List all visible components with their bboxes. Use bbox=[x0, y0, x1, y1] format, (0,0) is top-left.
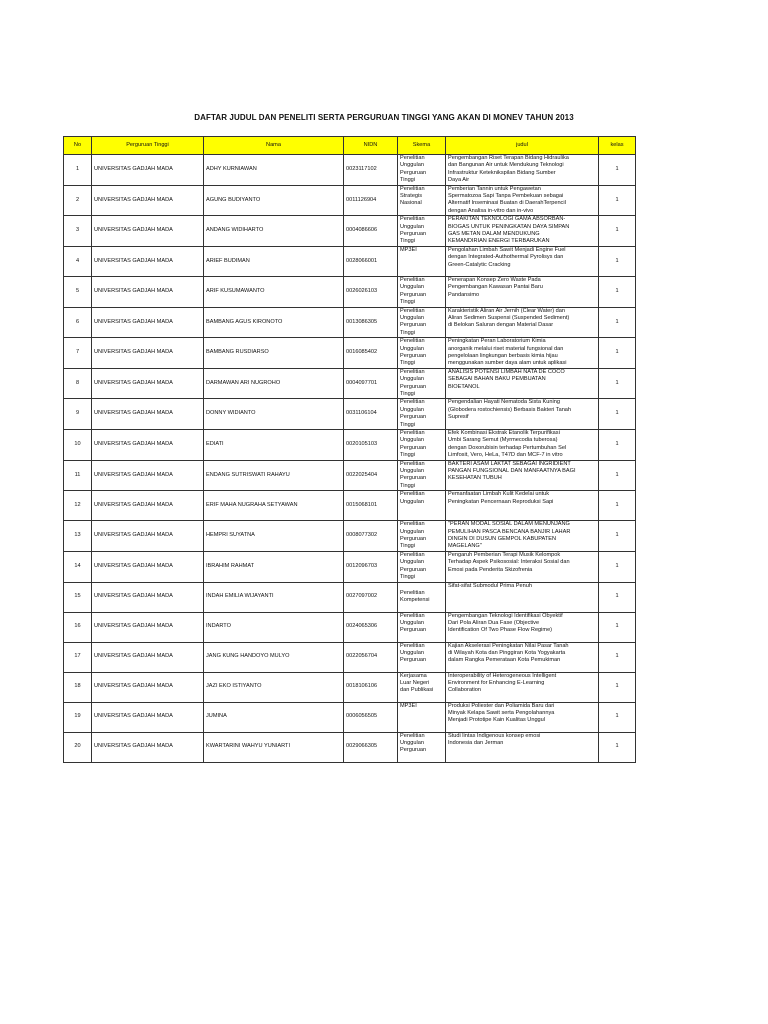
cell-nidn: 0023117102 bbox=[344, 155, 398, 186]
cell-nidn: 0026026103 bbox=[344, 276, 398, 307]
header-skema: Skema bbox=[398, 137, 446, 155]
cell-judul: Pengembangan Riset Terapan Bidang Hidraulika dan Bangunan Air untuk Mendukung Teknologi Infrastruktur Keteknikspilan Bidang Sumber Daya Air bbox=[446, 155, 599, 186]
cell-perguruan-tinggi: UNIVERSITAS GADJAH MADA bbox=[92, 672, 204, 702]
cell-skema: Penelitian Unggulan Perguruan Tinggi bbox=[398, 338, 446, 369]
cell-judul: Penerapan Konsep Zero Waste Pada Pengembangan Kawasan Pantai Baru Pandansimo bbox=[446, 276, 599, 307]
table-row bbox=[64, 307, 636, 338]
cell-nidn: 0008077302 bbox=[344, 521, 398, 552]
cell-nama: HEMPRI SUYATNA bbox=[204, 521, 344, 552]
cell-kelas: 1 bbox=[599, 338, 636, 369]
cell-skema: Kerjasama Luar Negeri dan Publikasi bbox=[398, 672, 446, 702]
cell-nama: ERIF MAHA NUGRAHA SETYAWAN bbox=[204, 491, 344, 521]
cell-kelas: 1 bbox=[599, 155, 636, 186]
cell-kelas: 1 bbox=[599, 672, 636, 702]
header-kelas: kelas bbox=[599, 137, 636, 155]
table-row bbox=[64, 338, 636, 369]
cell-no: 2 bbox=[64, 185, 92, 216]
cell-judul: Pengolahan Limbah Sawit Menjadi Engine Fuel dengan Integrated-Authothermal Pyrolisys dan Green-Catalytic Cracking bbox=[446, 246, 599, 276]
cell-judul: Efek Kombinasi Ekstrak Etanolik Terpurifikasi Umbi Sarang Semut (Myrmecodia tuberosa) dengan Doxorubisin terhadap Pertumbuhan Sel Limfosit, Vero, HeLa, T47D dan MCF-7 in vitro bbox=[446, 430, 599, 461]
cell-perguruan-tinggi: UNIVERSITAS GADJAH MADA bbox=[92, 276, 204, 307]
cell-no: 16 bbox=[64, 612, 92, 642]
cell-kelas: 1 bbox=[599, 185, 636, 216]
cell-nidn: 0012096703 bbox=[344, 551, 398, 582]
cell-kelas: 1 bbox=[599, 521, 636, 552]
cell-judul: "PERAN MODAL SOSIAL DALAM MENUNJANG PEMULIHAN PASCA BENCANA BANJIR LAHAR DINGIN DI DUSUN GEMPOL KABUPATEN MAGELANG" bbox=[446, 521, 599, 552]
cell-kelas: 1 bbox=[599, 582, 636, 612]
cell-skema: Penelitian Unggulan Perguruan Tinggi bbox=[398, 551, 446, 582]
cell-skema: MP3EI bbox=[398, 702, 446, 732]
cell-no: 12 bbox=[64, 491, 92, 521]
cell-nidn: 0018106106 bbox=[344, 672, 398, 702]
cell-skema: Penelitian Strategis Nasional bbox=[398, 185, 446, 216]
cell-skema: Penelitian Unggulan Perguruan Tinggi bbox=[398, 276, 446, 307]
header-nidn: NIDN bbox=[344, 137, 398, 155]
cell-no: 9 bbox=[64, 399, 92, 430]
cell-nama: DARMAWAN ARI NUGROHO bbox=[204, 368, 344, 399]
cell-nidn: 0029066305 bbox=[344, 732, 398, 762]
cell-nidn: 0024065306 bbox=[344, 612, 398, 642]
cell-skema: Penelitian Unggulan Perguruan Tinggi bbox=[398, 307, 446, 338]
cell-nama: ADHY KURNIAWAN bbox=[204, 155, 344, 186]
cell-perguruan-tinggi: UNIVERSITAS GADJAH MADA bbox=[92, 368, 204, 399]
cell-nama: BAMBANG AGUS KIRONOTO bbox=[204, 307, 344, 338]
cell-judul: Interoperability of Heterogeneous Intelligent Environment for Enhancing E-Learning Collaboration bbox=[446, 672, 599, 702]
cell-skema: Penelitian Unggulan bbox=[398, 491, 446, 521]
cell-perguruan-tinggi: UNIVERSITAS GADJAH MADA bbox=[92, 185, 204, 216]
cell-kelas: 1 bbox=[599, 491, 636, 521]
table-row bbox=[64, 368, 636, 399]
table-row bbox=[64, 246, 636, 276]
table-row bbox=[64, 185, 636, 216]
table-row bbox=[64, 732, 636, 762]
cell-kelas: 1 bbox=[599, 642, 636, 672]
cell-kelas: 1 bbox=[599, 702, 636, 732]
cell-nidn: 0027097002 bbox=[344, 582, 398, 612]
cell-perguruan-tinggi: UNIVERSITAS GADJAH MADA bbox=[92, 612, 204, 642]
cell-judul: Studi lintas Indigenous konsep emosi Indonesia dan Jerman bbox=[446, 732, 599, 762]
cell-nama: ARIF KUSUMAWANTO bbox=[204, 276, 344, 307]
cell-judul: BAKTERI ASAM LAKTAT SEBAGAI INGRIDIENT PANGAN FUNGSIONAL DAN MANFAATNYA BAGI KESEHATAN TUBUH bbox=[446, 460, 599, 491]
cell-perguruan-tinggi: UNIVERSITAS GADJAH MADA bbox=[92, 338, 204, 369]
cell-nidn: 0016085402 bbox=[344, 338, 398, 369]
cell-kelas: 1 bbox=[599, 368, 636, 399]
cell-nama: AGUNG BUDIYANTO bbox=[204, 185, 344, 216]
cell-perguruan-tinggi: UNIVERSITAS GADJAH MADA bbox=[92, 732, 204, 762]
table-body bbox=[64, 155, 636, 763]
cell-no: 7 bbox=[64, 338, 92, 369]
cell-nama: DONNY WIDIANTO bbox=[204, 399, 344, 430]
cell-nidn: 0031106104 bbox=[344, 399, 398, 430]
cell-nama: ANDANG WIDIHARTO bbox=[204, 216, 344, 247]
table-row bbox=[64, 276, 636, 307]
cell-nidn: 0004086606 bbox=[344, 216, 398, 247]
cell-kelas: 1 bbox=[599, 246, 636, 276]
cell-kelas: 1 bbox=[599, 276, 636, 307]
cell-kelas: 1 bbox=[599, 612, 636, 642]
cell-nidn: 0015068101 bbox=[344, 491, 398, 521]
cell-no: 15 bbox=[64, 582, 92, 612]
cell-skema: Penelitian Unggulan Perguruan bbox=[398, 642, 446, 672]
table-row bbox=[64, 155, 636, 186]
cell-kelas: 1 bbox=[599, 307, 636, 338]
cell-judul: ANALISIS POTENSI LIMBAH NATA DE COCO SEBAGAI BAHAN BAKU PEMBUATAN BIOETANOL bbox=[446, 368, 599, 399]
cell-nama: IBRAHIM RAHMAT bbox=[204, 551, 344, 582]
header-no: No bbox=[64, 137, 92, 155]
cell-judul: Produksi Poliester dan Poliamida Baru dari Minyak Kelapa Sawit serta Pengolahannya Menjadi Prototipe Kain Kualitas Unggul bbox=[446, 702, 599, 732]
table-row bbox=[64, 702, 636, 732]
cell-nama: INDARTO bbox=[204, 612, 344, 642]
cell-perguruan-tinggi: UNIVERSITAS GADJAH MADA bbox=[92, 155, 204, 186]
table-row bbox=[64, 551, 636, 582]
cell-nidn: 0020105103 bbox=[344, 430, 398, 461]
cell-nidn: 0004097701 bbox=[344, 368, 398, 399]
cell-nama: EDIATI bbox=[204, 430, 344, 461]
table-row bbox=[64, 521, 636, 552]
cell-judul: Sifat-sifat Submodul Prima Penuh bbox=[446, 582, 599, 612]
cell-no: 3 bbox=[64, 216, 92, 247]
cell-no: 20 bbox=[64, 732, 92, 762]
header-judul: judul bbox=[446, 137, 599, 155]
header-nama: Nama bbox=[204, 137, 344, 155]
cell-skema: Penelitian Unggulan Perguruan Tinggi bbox=[398, 155, 446, 186]
cell-nama: KWARTARINI WAHYU YUNIARTI bbox=[204, 732, 344, 762]
cell-judul: Peningkatan Peran Laboratorium Kimia anorganik melalui riset material fungsional dan pengelolaan lingkungan berbasis kimia hijau menggunakan sumber daya alam untuk aplikasi bbox=[446, 338, 599, 369]
cell-kelas: 1 bbox=[599, 399, 636, 430]
research-table bbox=[63, 136, 636, 763]
cell-no: 11 bbox=[64, 460, 92, 491]
cell-judul: Pemberian Tannin untuk Pengawetan Spermatozoa Sapi Tanpa Pembekuan sebagai Alternatif Inseminasi Buatan di DaerahTerpencil dengan Analisa in-vitro dan in-vivo bbox=[446, 185, 599, 216]
cell-no: 5 bbox=[64, 276, 92, 307]
cell-judul: Pemanfaatan Limbah Kulit Kedelai untuk Peningkatan Pencernaan Reproduksi Sapi bbox=[446, 491, 599, 521]
cell-perguruan-tinggi: UNIVERSITAS GADJAH MADA bbox=[92, 582, 204, 612]
cell-skema: Penelitian Unggulan Perguruan Tinggi bbox=[398, 216, 446, 247]
cell-perguruan-tinggi: UNIVERSITAS GADJAH MADA bbox=[92, 430, 204, 461]
table-row bbox=[64, 612, 636, 642]
cell-kelas: 1 bbox=[599, 551, 636, 582]
cell-nama: BAMBANG RUSDIARSO bbox=[204, 338, 344, 369]
document-title: DAFTAR JUDUL DAN PENELITI SERTA PERGURUAN TINGGI YANG AKAN DI MONEV TAHUN 2013 bbox=[194, 113, 574, 122]
cell-skema: Penelitian Unggulan Perguruan Tinggi bbox=[398, 430, 446, 461]
table-row bbox=[64, 216, 636, 247]
cell-no: 14 bbox=[64, 551, 92, 582]
cell-nidn: 0006056505 bbox=[344, 702, 398, 732]
header-perguruan-tinggi: Perguruan Tinggi bbox=[92, 137, 204, 155]
cell-nama: JANG KUNG HANDOYO MULYO bbox=[204, 642, 344, 672]
table-row bbox=[64, 430, 636, 461]
cell-skema: MP3EI bbox=[398, 246, 446, 276]
table-row bbox=[64, 491, 636, 521]
cell-perguruan-tinggi: UNIVERSITAS GADJAH MADA bbox=[92, 642, 204, 672]
cell-perguruan-tinggi: UNIVERSITAS GADJAH MADA bbox=[92, 460, 204, 491]
cell-perguruan-tinggi: UNIVERSITAS GADJAH MADA bbox=[92, 551, 204, 582]
cell-perguruan-tinggi: UNIVERSITAS GADJAH MADA bbox=[92, 399, 204, 430]
cell-skema: Penelitian Unggulan Perguruan Tinggi bbox=[398, 521, 446, 552]
cell-nidn: 0028066001 bbox=[344, 246, 398, 276]
cell-judul: Pengendalian Hayati Nematoda Sista Kuning (Globodera rostochiensis) Berbasis Bakteri Tanah Supresif bbox=[446, 399, 599, 430]
cell-perguruan-tinggi: UNIVERSITAS GADJAH MADA bbox=[92, 521, 204, 552]
cell-perguruan-tinggi: UNIVERSITAS GADJAH MADA bbox=[92, 307, 204, 338]
cell-perguruan-tinggi: UNIVERSITAS GADJAH MADA bbox=[92, 702, 204, 732]
table-row bbox=[64, 582, 636, 612]
cell-perguruan-tinggi: UNIVERSITAS GADJAH MADA bbox=[92, 216, 204, 247]
cell-no: 17 bbox=[64, 642, 92, 672]
cell-nama: INDAH EMILIA WIJAYANTI bbox=[204, 582, 344, 612]
cell-nidn: 0022056704 bbox=[344, 642, 398, 672]
cell-no: 1 bbox=[64, 155, 92, 186]
cell-no: 13 bbox=[64, 521, 92, 552]
cell-no: 19 bbox=[64, 702, 92, 732]
cell-skema: Penelitian Unggulan Perguruan Tinggi bbox=[398, 399, 446, 430]
cell-skema: Penelitian Unggulan Perguruan bbox=[398, 732, 446, 762]
cell-nama: JUMINA bbox=[204, 702, 344, 732]
cell-kelas: 1 bbox=[599, 460, 636, 491]
cell-judul: PERAKITAN TEKNOLOGI GAMA ABSORBAN- BIOGAS UNTUK PENINGKATAN DAYA SIMPAN GAS METAN DALAM MENDUKUNG KEMANDIRIAN ENERGI TERBARUKAN bbox=[446, 216, 599, 247]
cell-judul: Pengaruh Pemberian Terapi Musik Kelompok Terhadap Aspek Psikososial: Interaksi Sosial dan Emosi pada Penderita Skizofrenia bbox=[446, 551, 599, 582]
cell-kelas: 1 bbox=[599, 430, 636, 461]
cell-skema: Penelitian Kompetensi bbox=[398, 582, 446, 612]
cell-kelas: 1 bbox=[599, 732, 636, 762]
cell-nidn: 0013086305 bbox=[344, 307, 398, 338]
cell-no: 10 bbox=[64, 430, 92, 461]
table-row bbox=[64, 399, 636, 430]
cell-nama: ENDANG SUTRISWATI RAHAYU bbox=[204, 460, 344, 491]
cell-perguruan-tinggi: UNIVERSITAS GADJAH MADA bbox=[92, 246, 204, 276]
cell-skema: Penelitian Unggulan Perguruan Tinggi bbox=[398, 368, 446, 399]
cell-no: 18 bbox=[64, 672, 92, 702]
cell-nama: JAZI EKO ISTIYANTO bbox=[204, 672, 344, 702]
table-row bbox=[64, 642, 636, 672]
cell-no: 6 bbox=[64, 307, 92, 338]
cell-perguruan-tinggi: UNIVERSITAS GADJAH MADA bbox=[92, 491, 204, 521]
cell-judul: Pengembangan Teknologi Identifikasi Obyektif Dari Pola Aliran Dua Fase (Objective Identification Of Two Phase Flow Regime) bbox=[446, 612, 599, 642]
table-row bbox=[64, 672, 636, 702]
cell-nidn: 0022025404 bbox=[344, 460, 398, 491]
cell-kelas: 1 bbox=[599, 216, 636, 247]
cell-nidn: 0011126904 bbox=[344, 185, 398, 216]
cell-no: 8 bbox=[64, 368, 92, 399]
cell-skema: Penelitian Unggulan Perguruan Tinggi bbox=[398, 460, 446, 491]
cell-judul: Kajian Akselerasi Peningkatan Nilai Pasar Tanah di Wilayah Kota dan Pinggiran Kota Yogyakarta dalam Rangka Pemerataan Kota Pemukiman bbox=[446, 642, 599, 672]
table-row bbox=[64, 460, 636, 491]
cell-skema: Penelitian Unggulan Perguruan bbox=[398, 612, 446, 642]
header-row bbox=[64, 137, 636, 155]
cell-nama: ARIEF BUDIMAN bbox=[204, 246, 344, 276]
cell-judul: Karakteristik Aliran Air Jernih (Clear Water) dan Aliran Sedimen Suspensi (Suspended Sediment) di Belokan Saluran dengan Material Dasar bbox=[446, 307, 599, 338]
cell-no: 4 bbox=[64, 246, 92, 276]
